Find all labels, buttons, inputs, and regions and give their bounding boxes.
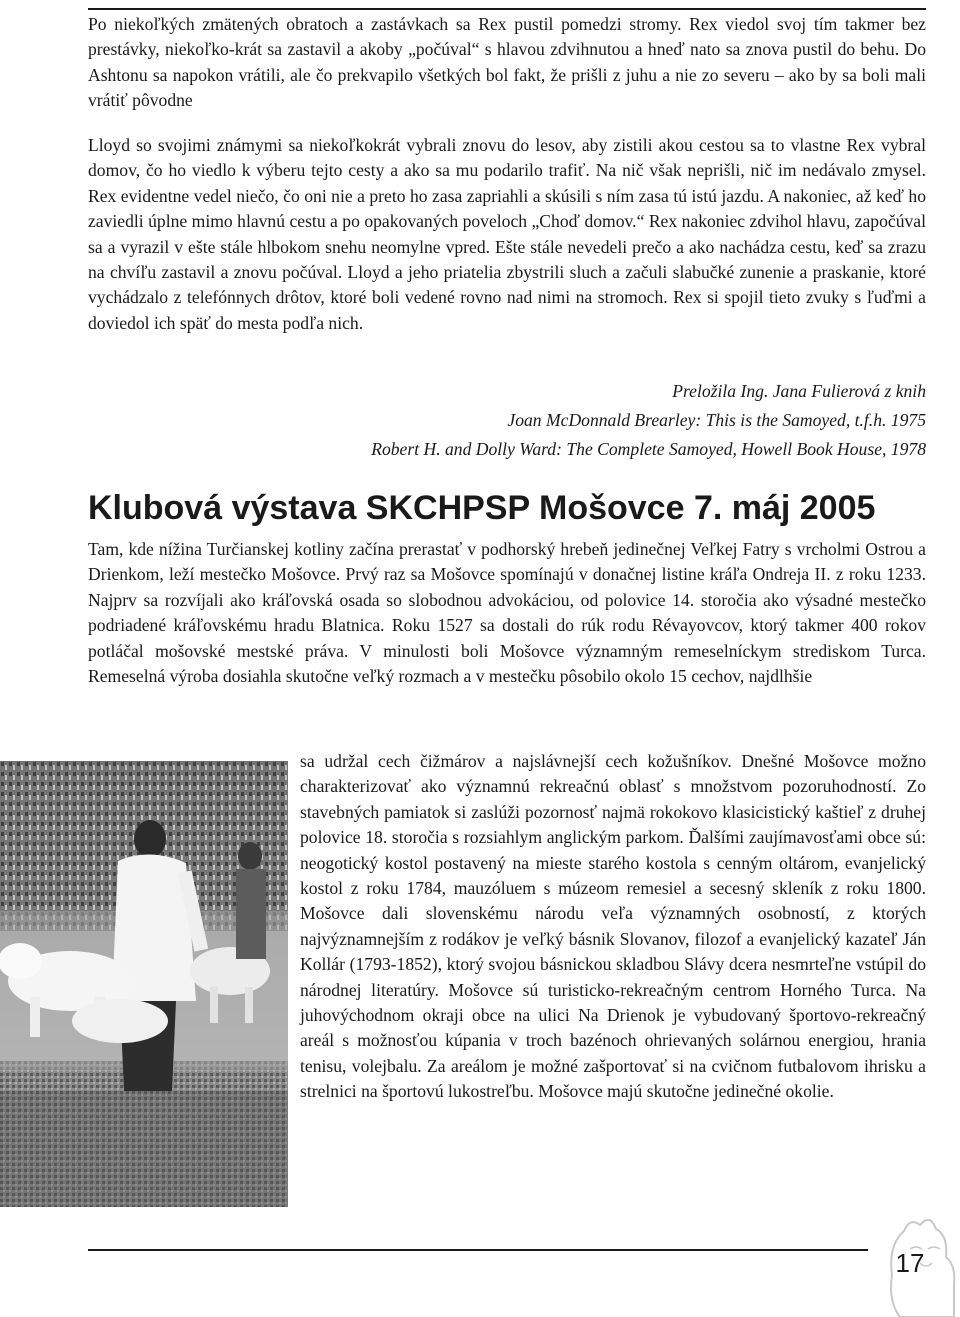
section-paragraph-history: Tam, kde nížina Turčianskej kotliny začína prerastať v podhorský hrebeň jedinečnej Veľkej Fatry s vrcholmi Ostrou a Drienkom, leží mestečko Mošovce. Prvý raz sa Mošovce spomínajú v donačnej listine kráľa Ondreja II. z roku 1233. Najprv sa rozvíjali ako kráľovská osada so slobodnou advokáciou, od polovice 14. storočia ako výsadné mestečko podriadené kráľovskému hradu Blatnica. Roku 1527 sa dostali do rúk rodu Révayovcov, ktorý takmer 400 rokov potláčal mošovské mestské práva. V minulosti boli Mošovce významným remeselníckym strediskom Turca. Remeselná výroba dosiahla skutočne veľký rozmach a v mestečku pôsobilo okolo 15 cechov, najdlhšie: [88, 539, 926, 687]
page-number: 17: [895, 1248, 925, 1278]
photo-image: [0, 761, 288, 1207]
top-rule: [88, 8, 926, 10]
section-title: Klubová výstava SKCHPSP Mošovce 7. máj 2005: [88, 489, 876, 527]
footer-rule: [88, 1249, 868, 1251]
credit-source-1: Joan McDonnald Brearley: This is the Samoyed, t.f.h. 1975: [507, 410, 926, 430]
article-paragraph-intro: Po niekoľkých zmätených obratoch a zastávkach sa Rex pustil pomedzi stromy. Rex viedol svoj tím takmer bez prestávky, niekoľko-krát sa zastavil a akoby „počúval“ s hlavou zdvihnutou a hneď nato sa znova pustil do behu. Do Ashtonu sa napokon vrátili, ale čo prekvapilo všetkých bol fakt, že prišli z juhu a nie zo severu – ako by sa boli mali vrátiť pôvodne: [88, 14, 926, 111]
section-paragraph-town: sa udržal cech čižmárov a najslávnejší cech kožušníkov. Dnešné Mošovce možno charakterizovať ako významnú rekreačnú oblasť s množstvom pozoruhodností. Zo stavebných pamiatok si zaslúži pozornosť najmä rokokovo klasicistický kaštieľ z druhej polovice 18. storočia s rozsiahlym anglickým parkom. Ďalšími zaujímavosťami obce sú: neogotický kostol postavený na mieste starého kostola s cenným oltárom, evanjelický kostol z roku 1784, mauzóluem s múzeom remesiel a secesný skleník z roku 1800. Mošovce dali slovenskému národu veľa významných osobností, z ktorých najvýznamnejším z rodákov je veľký básnik Slovanov, filozof a evanjelický kazateľ Ján Kollár (1793-1852), ktorý svojou básnickou skladbou Slávy dcera nesmrteľne vstúpil do národnej literatúry. Mošovce sú turisticko-rekreačným centrom Horného Turca. Na juhovýchodnom okraji obce na ulici Na Drienok je vybudovaný športovo-rekreačný areál s možnosťou kúpania v troch bazénoch ohrievaných solárnou energiou, hrania tenisu, volejbalu. Za areálom je možné zašportovať si na cvičnom futbalovom ihrisku a strelnici na športovú lukostreľbu. Mošovce majú skutočne jedinečné okolie.: [300, 751, 926, 1102]
credit-translator: Preložila Ing. Jana Fulierová z knih: [672, 381, 926, 401]
dog-show-photo: [0, 761, 288, 1207]
translation-credits: [88, 377, 926, 464]
credit-source-2: Robert H. and Dolly Ward: The Complete Samoyed, Howell Book House, 1978: [371, 439, 926, 459]
article-paragraph-lloyd: Lloyd so svojimi známymi sa niekoľkokrát vybrali znovu do lesov, aby zistili akou cestou sa to vlastne Rex vybral domov, čo ho viedlo k výberu tejto cesty a ako sa mu podarilo trafiť. Na nič však neprišli, nič im nedávalo zmysel. Rex evidentne vedel niečo, čo oni nie a preto ho zasa zapriahli a skúsili s ním zasa tú istú jazdu. A nakoniec, až keď ho zaviedli úplne mimo hlavnú cestu a po opakovaných poveloch „Choď domov.“ Rex nakoniec zdvihol hlavu, započúval sa a vyrazil v ešte stále hlbokom snehu neomylne vpred. Ešte stále nevedeli prečo a ako nachádza cestu, keď sa zrazu na chvíľu zastavil a znovu počúval. Lloyd a jeho priatelia zbystrili sluch a začuli slabučké zunenie a praskanie, ktoré vychádzalo z telefónnych drôtov, ktoré boli vedené rovno nad nimi na stromoch. Rex si spojil tieto zvuky s ľuďmi a doviedol ich späť do mesta podľa nich.: [88, 135, 926, 333]
